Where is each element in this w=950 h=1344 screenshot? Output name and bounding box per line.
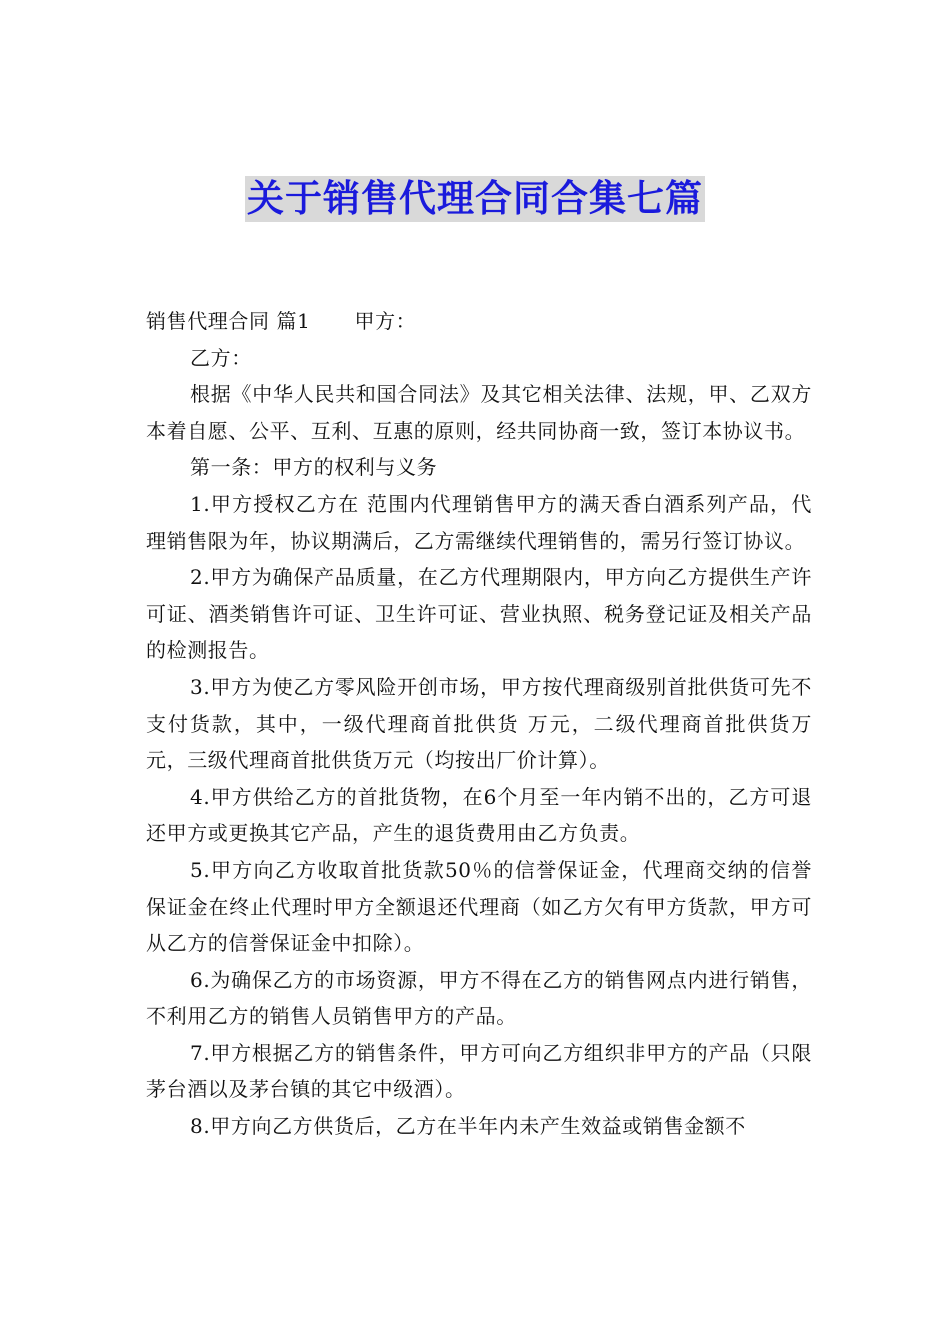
clause-paragraph: 1.甲方授权乙方在 范围内代理销售甲方的满天香白酒系列产品，代理销售限为年，协议期满后，乙方需继续代理销售的，需另行签订协议。 <box>146 491 812 553</box>
party-a-label: 甲方： <box>354 309 417 333</box>
clause-paragraph: 5.甲方向乙方收取首批货款50％的信誉保证金，代理商交纳的信誉保证金在终止代理时甲方全额退还代理商（如乙方欠有甲方货款，甲方可从乙方的信誉保证金中扣除）。 <box>146 857 812 956</box>
clause-paragraph: 4.甲方供给乙方的首批货物，在6个月至一年内销不出的，乙方可退还甲方或更换其它产品，产生的退货费用由乙方负责。 <box>146 784 812 846</box>
paragraph: 根据《中华人民共和国合同法》及其它相关法律、法规，甲、乙双方本着自愿、公平、互利、互惠的原则，经共同协商一致，签订本协议书。 <box>146 382 812 443</box>
title-container <box>0 176 950 222</box>
clause-paragraph: 8.甲方向乙方供货后，乙方在半年内未产生效益或销售金额不 <box>190 1114 746 1139</box>
clause-paragraph: 6.为确保乙方的市场资源，甲方不得在乙方的销售网点内进行销售，不利用乙方的销售人员销售甲方的产品。 <box>146 967 812 1029</box>
paragraph: 乙方： <box>190 345 252 370</box>
clause-paragraph: 7.甲方根据乙方的销售条件，甲方可向乙方组织非甲方的产品（只限茅台酒以及茅台镇的其它中级酒）。 <box>146 1040 812 1102</box>
clause-paragraph: 2.甲方为确保产品质量，在乙方代理期限内，甲方向乙方提供生产许可证、酒类销售许可证、卫生许可证、营业执照、税务登记证及相关产品的检测报告。 <box>146 565 812 663</box>
contract-heading-line <box>146 303 812 340</box>
section-heading: 第一条：甲方的权利与义务 <box>190 455 438 480</box>
document-title: 关于销售代理合同合集七篇 <box>247 177 703 220</box>
contract-label: 销售代理合同 篇1 <box>146 309 311 333</box>
document-body <box>146 303 812 1145</box>
clause-paragraph: 3.甲方为使乙方零风险开创市场，甲方按代理商级别首批供货可先不支付货款，其中，一级代理商首批供货 万元，二级代理商首批供货万元，三级代理商首批供货万元（均按出厂价计算）。 <box>146 674 812 773</box>
